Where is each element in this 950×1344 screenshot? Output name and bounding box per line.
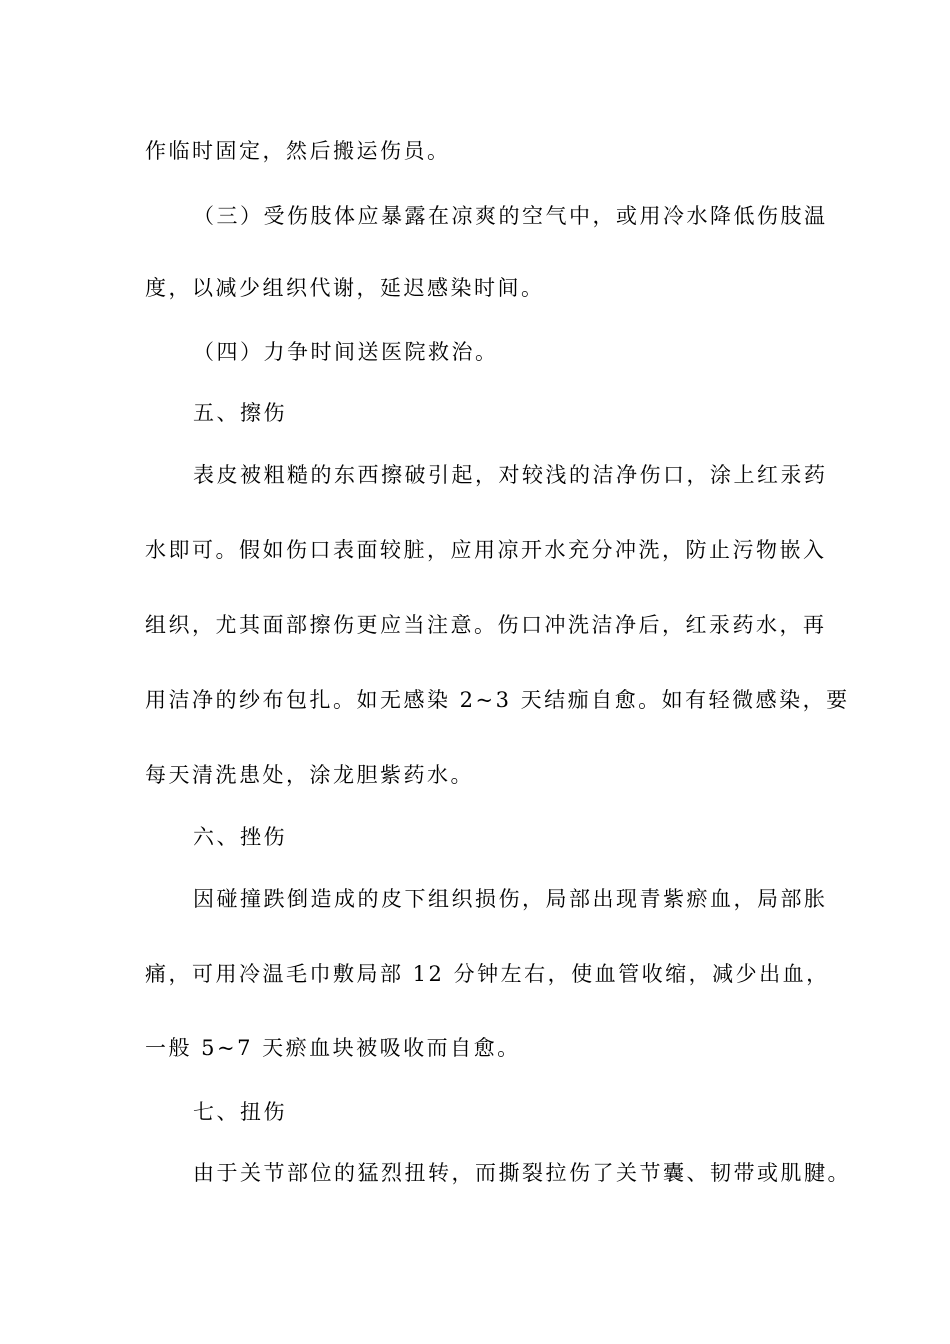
paragraph-line: 因碰撞跌倒造成的皮下组织损伤，局部出现青紫瘀血，局部胀 [193,887,828,911]
paragraph-line: 由于关节部位的猛烈扭转，而撕裂拉伤了关节囊、韧带或肌腱。 [193,1161,851,1185]
paragraph-line: 每天清洗患处，涂龙胆紫药水。 [145,763,474,787]
paragraph-line: 痛，可用冷温毛巾敷局部 12 分钟左右，使血管收缩，减少出血， [145,962,830,986]
paragraph-line: 组织，尤其面部擦伤更应当注意。伤口冲洗洁净后，红汞药水，再 [145,613,827,637]
paragraph-line: 作临时固定，然后搬运伤员。 [145,139,451,163]
section-heading: 六、挫伤 [193,825,287,849]
section-heading: 五、擦伤 [193,401,287,425]
paragraph-line: 一般 5~7 天瘀血块被吸收而自愈。 [145,1036,521,1060]
section-heading: 七、扭伤 [193,1100,287,1124]
paragraph-line: （三）受伤肢体应暴露在凉爽的空气中，或用冷水降低伤肢温 [193,204,828,228]
paragraph-line: （四）力争时间送医院救治。 [193,340,499,364]
paragraph-line: 水即可。假如伤口表面较脏，应用凉开水充分冲洗，防止污物嵌入 [145,538,827,562]
paragraph-line: 度，以减少组织代谢，延迟感染时间。 [145,276,545,300]
paragraph-line: 用洁净的纱布包扎。如无感染 2~3 天结痂自愈。如有轻微感染，要 [145,688,850,712]
paragraph-line: 表皮被粗糙的东西擦破引起，对较浅的洁净伤口，涂上红汞药 [193,463,828,487]
